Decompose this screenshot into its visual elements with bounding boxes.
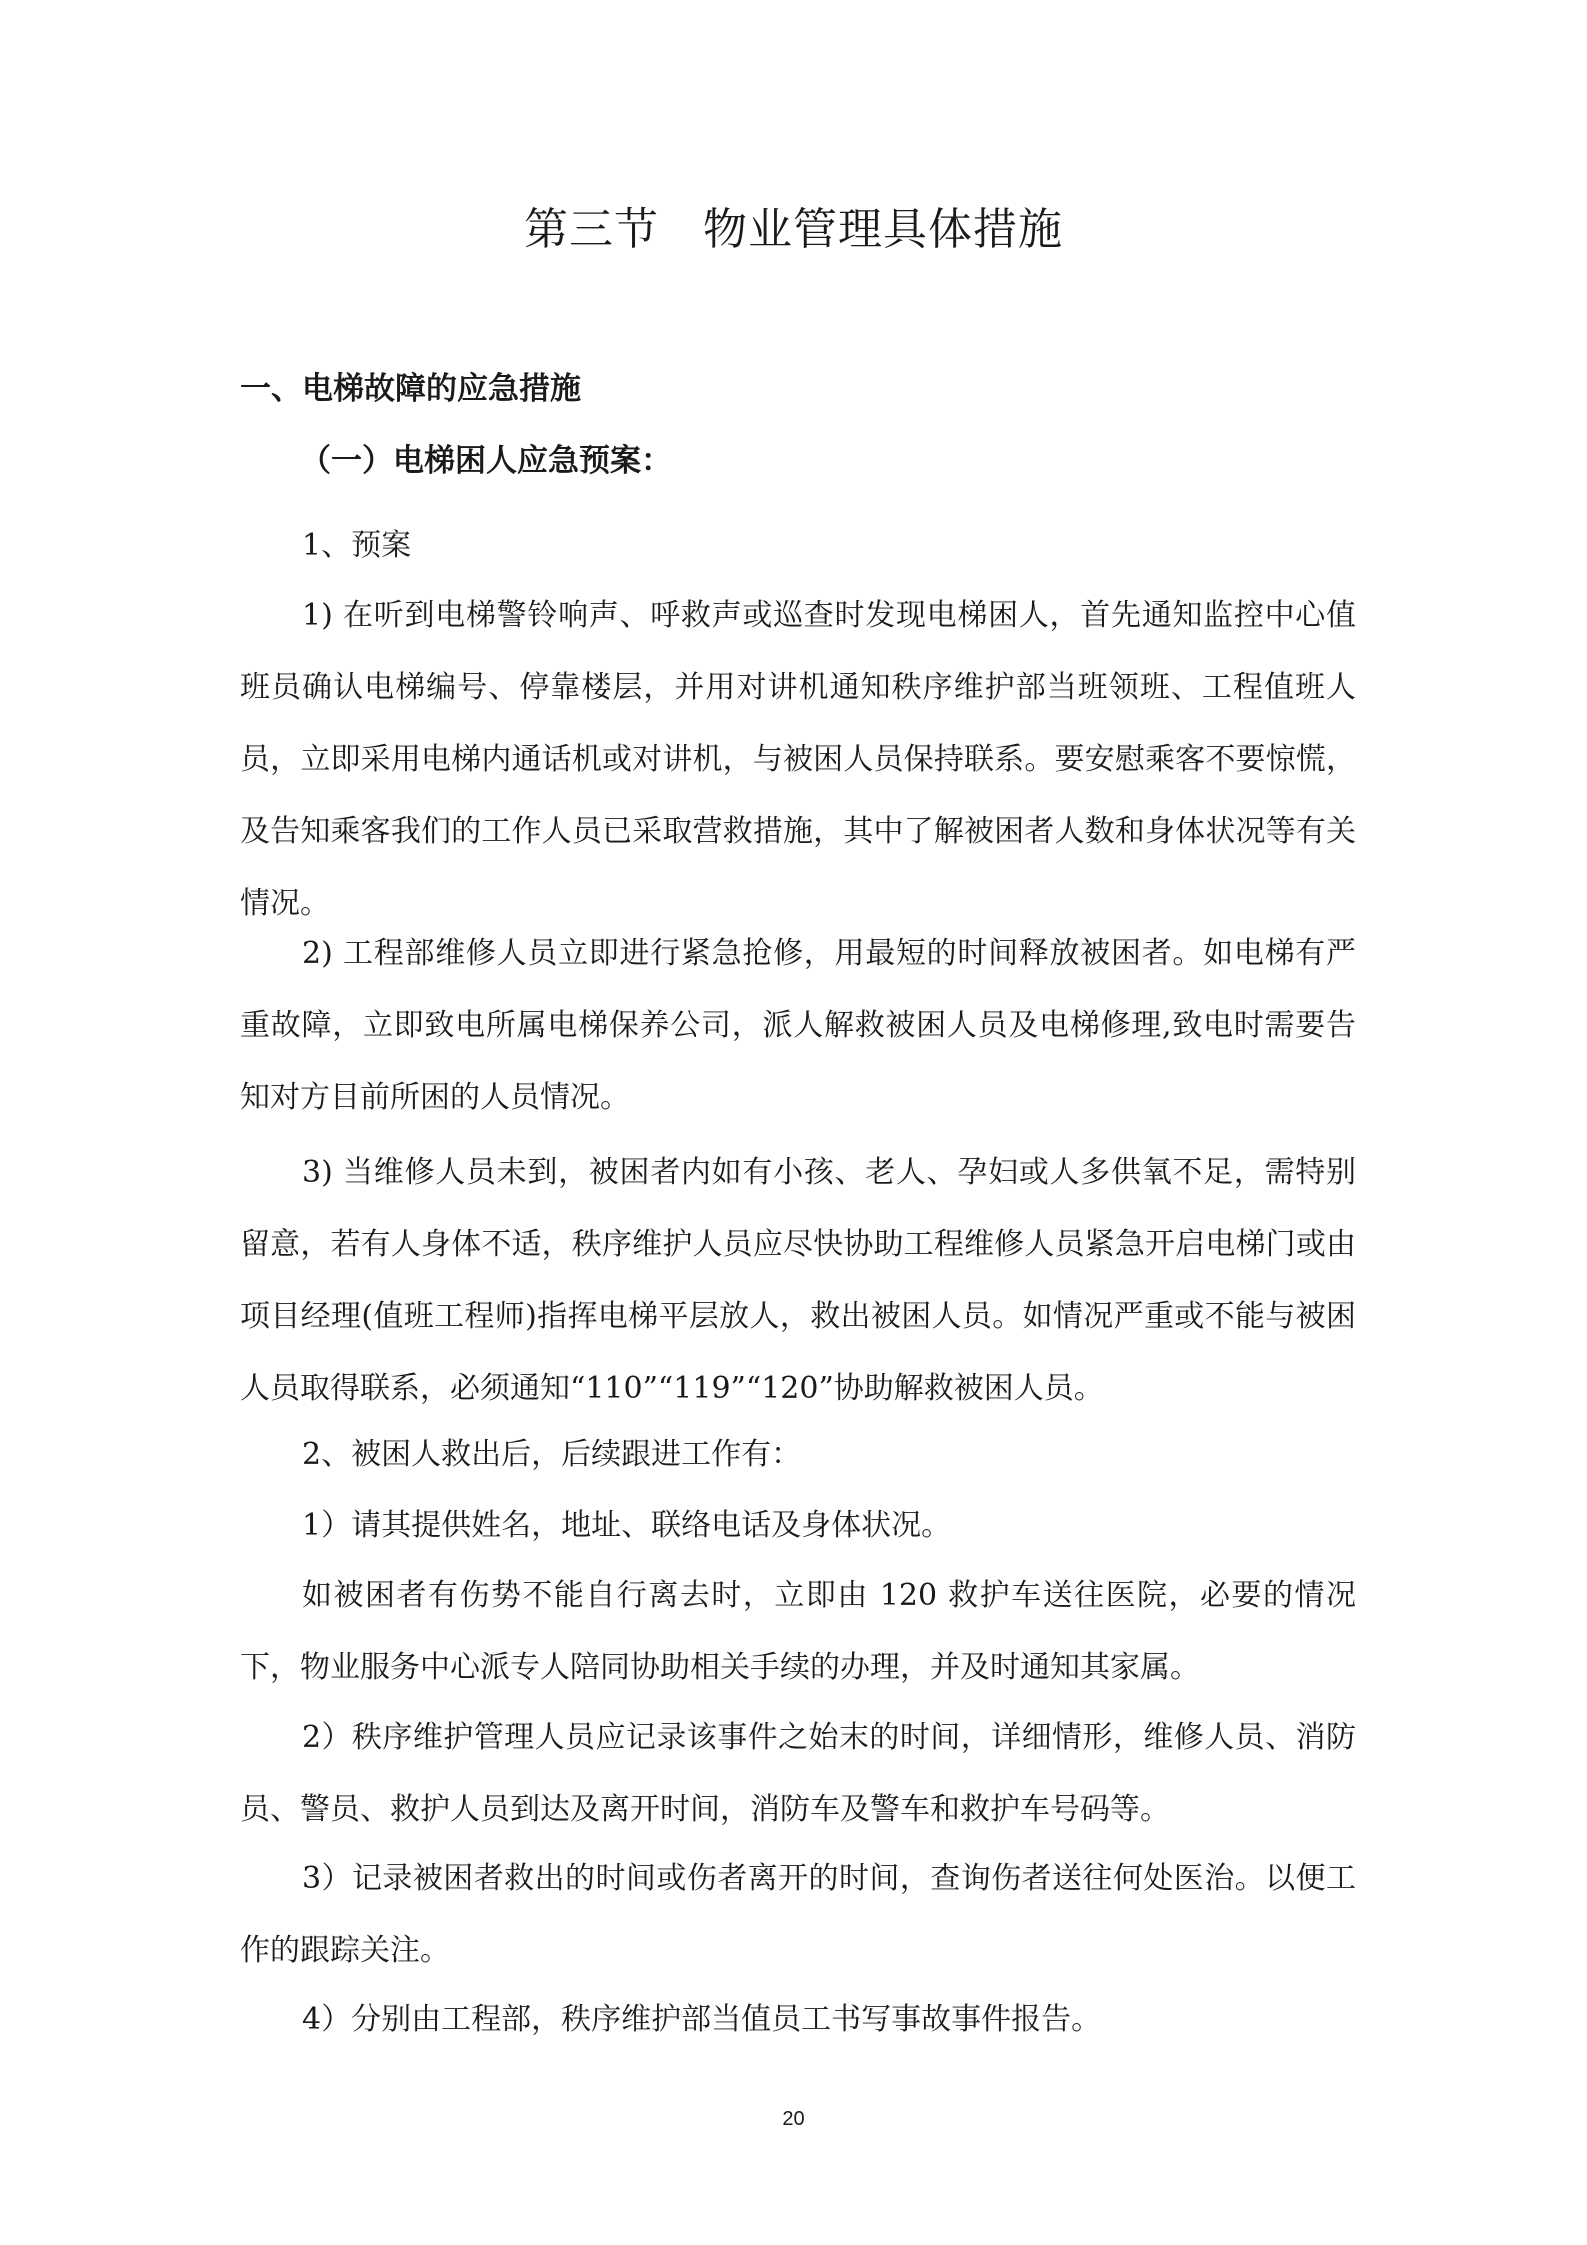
paragraph-followup-2: 2）秩序维护管理人员应记录该事件之始末的时间，详细情形，维修人员、消防员、警员、救护人员到达及离开时间，消防车及警车和救护车号码等。 — [240, 1720, 1356, 1827]
subsection-heading: （一）电梯困人应急预案： — [300, 443, 672, 479]
paragraph-followup-1: 1）请其提供姓名，地址、联络电话及身体状况。 — [302, 1508, 952, 1543]
paragraph-followup-4: 4）分别由工程部，秩序维护部当值员工书写事故事件报告。 — [302, 2002, 1102, 2037]
section-heading: 一、电梯故障的应急措施 — [240, 371, 581, 407]
page-title — [0, 200, 1587, 260]
page-number: 20 — [782, 2108, 805, 2130]
paragraph-step-3: 3) 当维修人员未到，被困者内如有小孩、老人、孕妇或人多供氧不足，需特别留意，若有人身体不适，秩序维护人员应尽快协助工程维修人员紧急开启电梯门或由项目经理(值班工程师)指挥电梯平层放人，救出被困人员。如情况严重或不能与被困人员取得联系，必须通知“110”“119”“120”协助解救被困人员。 — [240, 1155, 1356, 1406]
title-section-number: 第三节 — [524, 204, 659, 255]
paragraph-step-1: 1) 在听到电梯警铃响声、呼救声或巡查时发现电梯困人，首先通知监控中心值班员确认电梯编号、停靠楼层，并用对讲机通知秩序维护部当班领班、工程值班人员，立即采用电梯内通话机或对讲机，与被困人员保持联系。要安慰乘客不要惊慌，及告知乘客我们的工作人员已采取营救措施，其中了解被困者人数和身体状况等有关情况。 — [240, 598, 1356, 921]
paragraph-followup-3: 3）记录被困者救出的时间或伤者离开的时间，查询伤者送往何处医治。以便工作的跟踪关注。 — [240, 1861, 1356, 1968]
paragraph-plan-label: 1、预案 — [302, 528, 412, 563]
paragraph-injured-handling: 如被困者有伤势不能自行离去时，立即由 120 救护车送往医院，必要的情况下，物业服务中心派专人陪同协助相关手续的办理，并及时通知其家属。 — [240, 1578, 1356, 1685]
title-text: 物业管理具体措施 — [703, 204, 1063, 255]
paragraph-step-2: 2) 工程部维修人员立即进行紧急抢修，用最短的时间释放被困者。如电梯有严重故障，立即致电所属电梯保养公司，派人解救被困人员及电梯修理,致电时需要告知对方目前所困的人员情况。 — [240, 936, 1356, 1115]
paragraph-followup-label: 2、被困人救出后，后续跟进工作有： — [302, 1437, 802, 1472]
